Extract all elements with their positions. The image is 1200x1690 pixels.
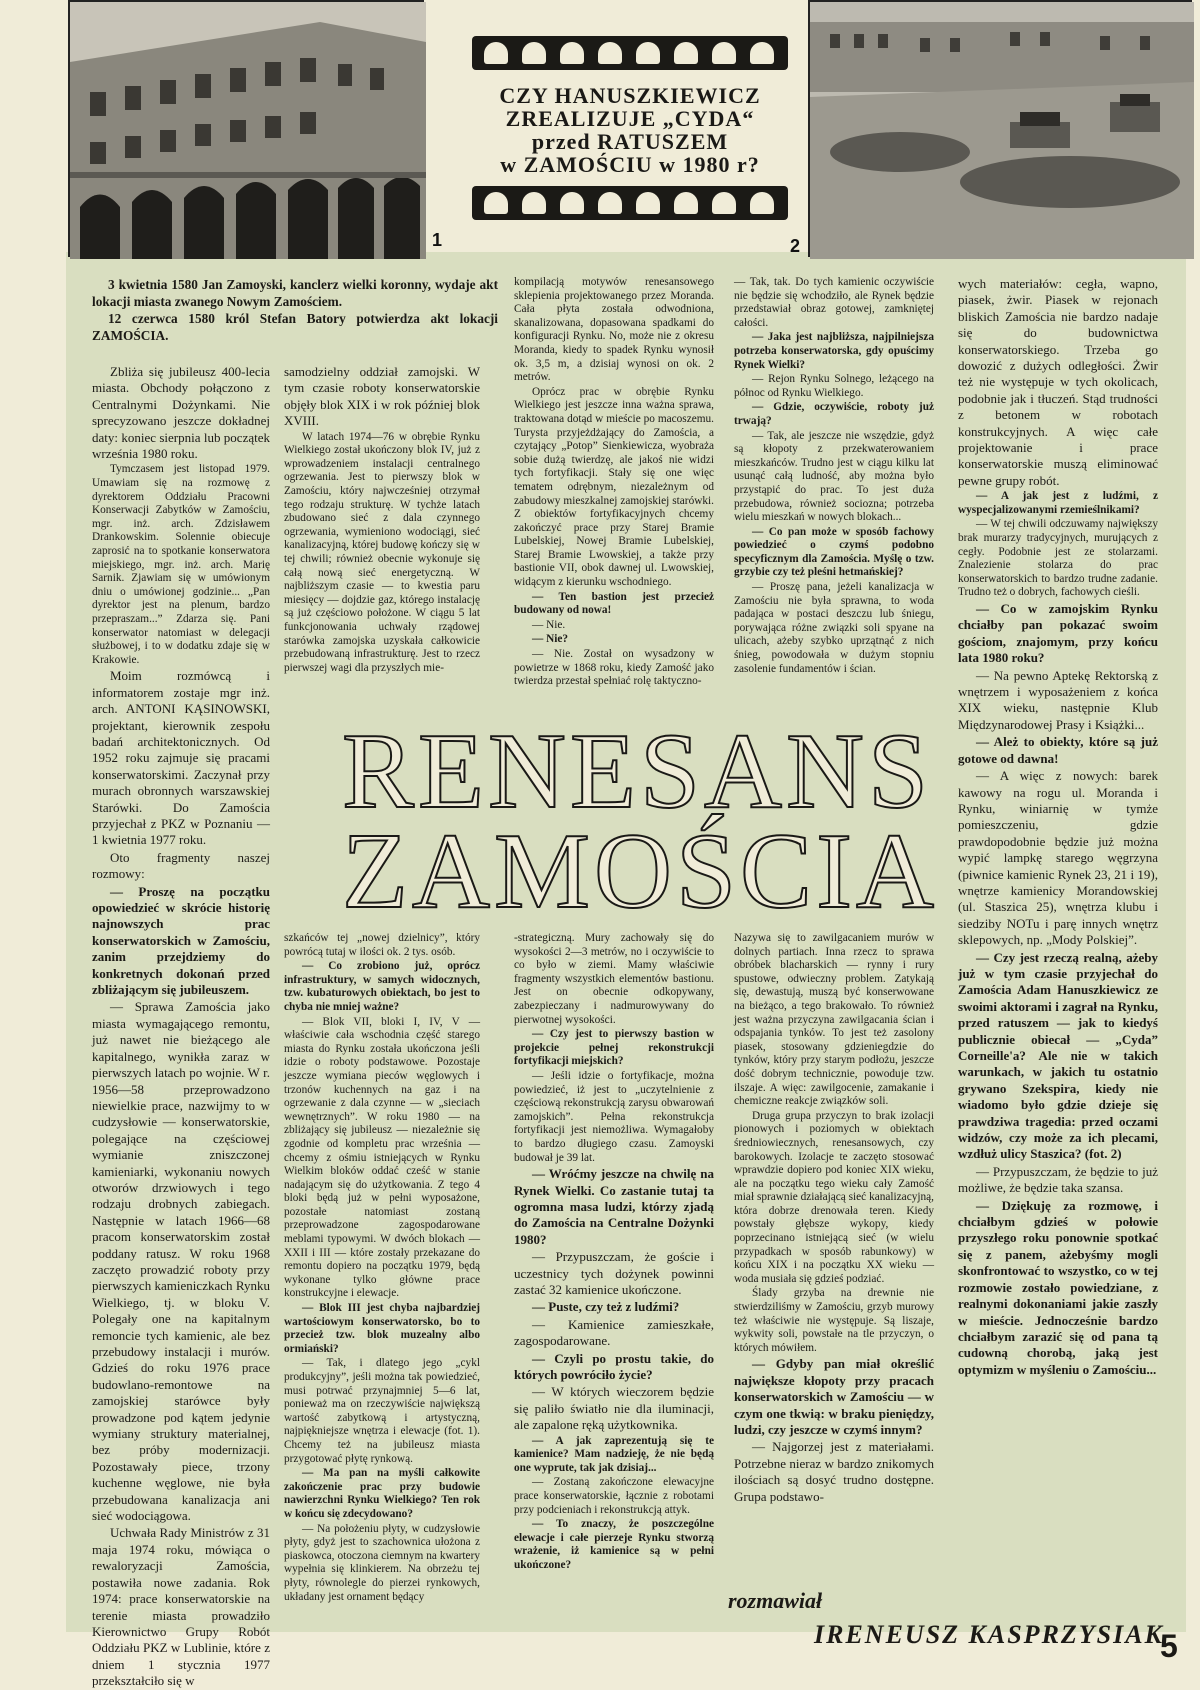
col3-paragraph: — W których wieczorem będzie się paliło światło nie dla iluminacji, ale zapalone ręką użytkownika. <box>514 1384 714 1433</box>
article-title <box>342 712 939 931</box>
col4-paragraph: Ślady grzyba na drewnie nie stwierdziliśmy w Zamościu, grzyb murowy też właściwie nie występuje. Są liszaje, wykwity soli, powstałe na tle przyczyn, o których mówiłem. <box>734 1287 934 1354</box>
headline-box <box>460 36 800 256</box>
col2-paragraph: — Blok VII, bloki I, IV, V — właściwie cała wschodnia część starego miasta do Rynku została ukończona jeśli idzie o roboty podstawowe. Pozostaje jeszcze wymiana pieców węglowych i trzonów kuchennych na gaz i na ogrzewanie z dala czynne — w „sieciach wewnętrznych”. W roku 1980 — na zbliżający się jubileusz — niezależnie się zgodnie od kompletu prac września — chcemy z ośmiu istniejących w Rynku Wielkim bloków oddać cześć w stanie nadającym się do użytkowania. Z tego 4 bloki będą już w pełni wyposażone, pozostałe natomiast zostaną przeprowadzone zagospodarowane meblami typowymi. W dwóch blokach — XXII i III — które zostały przekazane do remontu dopiero na początku 1979, będą wykonane tylko główne prace konstrukcyjne i elewacje. <box>284 1015 480 1300</box>
photo-market-square-construction <box>808 0 1192 257</box>
col5-question: — A jak jest z ludźmi, z wyspecjalizowanymi rzemieślnikami? <box>958 490 1158 516</box>
col5-question: — Dziękuję za rozmowę, i chciałbym gdzieś w połowie przyszłego roku ponownie spotkać się z panem, ażebyśmy mogli skonfrontować to wszystko, co w tej rozmowie zostało powiedziane, z realnymi dokonaniami jakie zaszły w mieście. Jednocześnie bardzo chciałbym zarazić się od pana tą cudowną chorobą, jaką jest optymizm w myśleniu o Zamościu... <box>958 1197 1158 1377</box>
col5-paragraph: — W tej chwili odczuwamy największy brak murarzy tradycyjnych, murujących z cegły. Podobnie jest ze stolarzami. Znalezienie stolarza do prac konserwatorskich to bardzo trudne zadanie. Trudno też o dobrych, fachowych cieśli. <box>958 518 1158 599</box>
col5-paragraph: — Na pewno Aptekę Rektorską z wnętrzem i wyposażeniem z końca XIX wieku, następnie Klub Międzynarodowej Prasy i Książki... <box>958 667 1158 732</box>
col4-paragraph: — Proszę pana, jeżeli kanalizacja w Zamościu nie była sprawna, to woda padająca w postaci deszczu lub śniegu, porywająca różne związki soli spyane na ulicach, ażeby szybko uprzątnąć z nich śnieg, powodowała w dużym stopniu zasolenie fundamentów i ścian. <box>734 581 934 675</box>
column-2-bottom <box>284 932 480 1632</box>
col1-paragraph: Moim rozmówcą i informatorem zostaje mgr inż. arch. ANTONI KĄSINOWSKI, projektant, kierownik zespołu badań architektonicznych. Od 1952 roku zajmuje się pracami konserwatorskimi. Zaczynał przy murach obronnych warszawskiej Starówki. Do Zamościa przyjechał z PKZ w Poznaniu — 1 kwietnia 1977 roku. <box>92 668 270 848</box>
col5-question: — Ależ to obiekty, które są już gotowe od dawna! <box>958 734 1158 766</box>
col3-paragraph: Oprócz prac w obrębie Rynku Wielkiego jest jeszcze inna ważna sprawa, traktowana dotąd w mieście po macoszemu. Turysta przyjeżdżający do Zamościa, a czytający „Potop” Sienkiewicza, wyobraża sobie dużą twierdzę, ale jakoś nie widzi tych fortyfikacji. Stały się one więc tematem odrębnym, niezależnym od zabudowy mieszkalnej zamojskiej starówki. Z obiektów fortyfikacyjnych chcemy zakończyć prace przy Starej Bramie Lubelskiej, Nowej Bramie Lubelskiej, Starej Bramie Lwowskiej, a także przy bastionie VII, obok dawnej ul. Lwowskiej, widącym z kierunku wschodniego. <box>514 385 714 589</box>
col3-question: — Ten bastion jest przecież budowany od nowa! <box>514 590 714 617</box>
col5-paragraph: — A więc z nowych: barek kawowy na rogu ul. Moranda i Rynku, winiarnię w tymże pomieszczeniu, gdzie prawdopodobnie będzie już można wypić lampkę starego węgrzyna (piwnice kamienic Rynek 23, 21 i 19), wnętrze kamienicy Morandowskiej (ul. Staszica 25), wnętrza klubu i siedziby NOTu i parę innych wnętrz sklepowych, np. „Mody Polskiej”. <box>958 768 1158 948</box>
col5-question: — Co w zamojskim Rynku chciałby pan pokazać swoim gościom, znajomym, przy końcu lata 1980 roku? <box>958 601 1158 666</box>
col3-paragraph: — Jeśli idzie o fortyfikacje, można powiedzieć, iż jest to „uczytelnienie z częściową rekonstrukcją zarysu obwarowań zamojskich”. Pełna rekonstrukcja fortyfikacji jest niemożliwa. Wymagałoby to bardzo długiego czasu. Zamoyski budował je 39 lat. <box>514 1069 714 1164</box>
col3-question: — Czyli po prostu takie, do których powróciło życie? <box>514 1350 714 1382</box>
title-line-1: RENESANS <box>342 712 933 831</box>
lead-paragraph-2: 12 czerwca 1580 król Stefan Batory potwierdza akt lokacji ZAMOŚCIA. <box>92 311 498 343</box>
col2-question: — Co zrobiono już, oprócz infrastruktury, w samych widocznych, tzw. kubaturowych obiektach, bo jest to chyba nie mniej ważne? <box>284 960 480 1013</box>
col3-question: — A jak zaprezentują się te kamienice? Mam nadzieję, że nie będą one wyprute, tak jak dzisiaj... <box>514 1434 714 1474</box>
col4-paragraph: Nazywa się to zawilgacaniem murów w dolnych partiach. Inna rzecz to sprawa obróbek blacharskich — rynny i rury spustowe, odwieczny problem. Zatykają się, dewastują, muszą być konserwowane na bieżąco, a tego brakowało. To również jest ważna przyczyna zawilgacania ścian i odspajania tynków. To jest też zasolony piasek, stosowany gdzieniegdzie do tynków, który przy starym podłożu, jeszcze dość dobrym technicznie, powoduje tzw. ilszaje. A więc: zawilgocenie, zamakanie i chemiczne reakcje związków soli. <box>734 932 934 1108</box>
photo-construction-illustration <box>810 2 1194 259</box>
col4-question: — Gdyby pan miał określić największe kłopoty przy pracach konserwatorskich w Zamościu — w czym one tkwią: w braku pieniędzy, ludzi, czy jeszcze w czymś innym? <box>734 1356 934 1438</box>
col3-paragraph: — Nie. <box>532 618 566 631</box>
col4-question: — Co pan może w sposób fachowy powiedzieć o czymś podobno specyficznym dla Zamościa. Myślę o tzw. grzybie czy też pleśni hetmańskiej? <box>734 525 934 579</box>
lead-paragraph-1: 3 kwietnia 1580 Jan Zamoyski, kanclerz wielki koronny, wydaje akt lokacji miasta zwanego Nowym Zamościem. <box>92 277 498 309</box>
col2-paragraph: — Na położeniu płyty, w cudzysłowie płyty, gdyż jest to szachownica ułożona z piaskowca, otoczona ciemnym na kwartery wypełnia się klinkierem. Na obrzeżu tej płyty, równolegle do pierzei rynkowych, układany jest ornament będący <box>284 1522 480 1603</box>
col3-question: — Nie? <box>532 633 569 646</box>
headline-line-3: przed RATUSZEM <box>531 129 729 155</box>
byline-name: IRENEUSZ KASPRZYSIAK <box>814 1620 1164 1649</box>
col2-paragraph: samodzielny oddział zamojski. W tym czasie roboty konserwatorskie objęły blok XIX i w rok później blok XVIII. <box>284 364 480 429</box>
col4-question: — Jaka jest najbliższa, najpilniejsza potrzeba konserwatorska, gdy opuścimy Rynek Wielki? <box>734 331 934 371</box>
col2-paragraph: szkańców tej „nowej dzielnicy”, który powrócą tutaj w ilości ok. 2 tys. osób. <box>284 932 480 958</box>
article-lead <box>92 276 498 344</box>
col4-paragraph: — Tak, ale jeszcze nie wszędzie, gdyż są kłopoty z przekwaterowaniem mieszkańców. Trudno jest w ciągu kilku lat usunąć całą ludność, aby można było przystąpić do prac. To jest duża przebudowa, również sociozna; potrzeba wielu mieszkań w nowych blokach... <box>734 429 934 524</box>
column-2-top <box>284 364 480 720</box>
byline-prefix: rozmawiał <box>728 1588 823 1613</box>
photo-number-1: 1 <box>432 230 443 250</box>
col2-question: — Blok III jest chyba najbardziej wartościowym konserwatorsko, bo to przecież tzw. blok muzealny albo ormiański? <box>284 1302 480 1355</box>
headline-line-4: w ZAMOŚCIU w 1980 r? <box>500 152 760 178</box>
photo-arcades-illustration <box>70 2 426 259</box>
col1-question: — Proszę na początku opowiedzieć w skrócie historię najnowszych prac konserwatorskich w Zamościu, zanim przejdziemy do konkretnych dokonań przed zbliżającym się jubileuszem. <box>92 883 270 998</box>
photo-number-2: 2 <box>790 236 801 256</box>
col2-paragraph: — Tak, i dlatego jego „cykl produkcyjny”, jeśli można tak powiedzieć, musi potrwać przynajmniej 5—6 lat, ponieważ ma on rzeczywiście największą wartość zabytkową i artystyczną, najpiękniejsze wnętrza i elewacje (fot. 1). Chcemy też na jubileusz miasta przygotować płytę rynkową. <box>284 1357 480 1465</box>
col1-paragraph: Uchwała Rady Ministrów z 31 maja 1974 roku, mówiąca o rewaloryzacji Zamościa, postawiła nowe zadania. Rok 1974: prace konserwatorskie na terenie miasta prowadziło Kierownictwo Grupy Robót Oddziału PKZ w Lublinie, które z dniem 1 stycznia 1977 przekształciło się w <box>92 1525 270 1689</box>
column-1 <box>92 364 270 1689</box>
headline-line-1: CZY HANUSZKIEWICZ <box>499 83 761 108</box>
col1-paragraph: Oto fragmenty naszej rozmowy: <box>92 849 270 882</box>
col4-paragraph: — Tak, tak. Do tych kamienic oczywiście nie będzie się wchodziło, ale Rynek będzie przedstawiał obraz gotowej, zamkniętej całości. <box>734 276 934 329</box>
title-line-2: ZAMOŚCIA <box>342 812 939 931</box>
col2-question: — Ma pan na myśli całkowite zakończenie prac przy budowie nawierzchni Rynku Wielkiego? Ten rok w końcu się zdecydowano? <box>284 1467 480 1520</box>
ornament-top <box>472 36 788 70</box>
col3-question: — Puste, czy też z ludźmi? <box>532 1299 680 1315</box>
col3-paragraph: kompilacją motywów renesansowego sklepienia projektowanego przez Moranda. Cała płyta została odwodniona, skanalizowana, dopasowana spadkami do konfiguracji Rynku. No, może nie z okresu Moranda, kiedy to spadek Rynku wynosił ok. 3,5 m, a dzisiaj wynosi on ok. 2 metrów. <box>514 276 714 384</box>
ornament-bottom <box>472 186 788 220</box>
column-4-bottom <box>734 932 934 1580</box>
col1-paragraph: Tymczasem jest listopad 1979. Umawiam się na rozmowę z dyrektorem Oddziału Pracowni Konserwacji Zabytków w Zamościu, mgr. inż. arch. Zdzisławem Drankowskim. Solennie obiecuje zaprosić na to spotkanie konserwatora miejskiego, mgr. inż. arch. Marię Sarnik. Zjawiam się w umówionym dniu o umówionej godzinie... „Pan dyrektor jest na plenum, bardzo przepraszam...” Zdarza się. Pani konserwator natomiast w delegacji służbowej, i to w dodatku zdaje się w Krakowie. <box>92 463 270 666</box>
col3-paragraph: — Nie. Został on wysadzony w powietrze w 1868 roku, kiedy Zamość jako twierdza przestał spełniać rolę taktyczno- <box>514 648 714 688</box>
col3-paragraph: — Zostaną zakończone elewacyjne prace konserwatorskie, łącznie z robotami przy podcieniach i rekonstrukcją attyk. <box>514 1476 714 1516</box>
column-3-top <box>514 276 714 720</box>
column-5 <box>958 276 1158 1632</box>
col2-paragraph: W latach 1974—76 w obrębie Rynku Wielkiego został ukończony blok IV, już z wprowadzeniem instalacji centralnego ogrzewania. Jest to pierwszy blok w Zamościu, który najwcześniej otrzymał tego rodzaju strukturę. W tychże latach zbudowano sieć z dala czynnego ogrzewania, wymieniono wodociągi, sieć kanalizacyjną, której budowę kończy się w tej chwili; również obecnie wykonuje się całą nową sieć energetyczną. W najbliższym czasie — to kwestia paru miesięcy — dojdzie gaz, którego instalację są już częściowo położone. W ciągu 5 lat funkcjonowania uchwały rządowej starówka zamojska uzyskała całkowicie przebudowaną infrastrukturę. Jest to rzecz pierwszej wagi dla przyszłych mie- <box>284 430 480 674</box>
col4-paragraph: Druga grupa przyczyn to brak izolacji pionowych i poziomych w obiektach średniowiecznych, renesansowych, czy barokowych. Izolacje te zaczęto stosować wprawdzie dopiero pod koniec XIX wieku, ale na początku tego wieku cały Zamość miał sprawnie działającą sieć kanalizacyjną, która dobrze drenowała teren. Kiedy powstały głębsze wykopy, kiedy poprzecinano istniejącą sieć (w wielu przypadkach w sposób rabunkowy) w końcu XIX i na początku XX wieku — woda musiała się gdzieś podziać. <box>734 1109 934 1285</box>
photo-town-hall-arcades <box>68 0 424 257</box>
column-3-bottom <box>514 932 714 1632</box>
col4-paragraph: — Rejon Rynku Solnego, leżącego na północ od Rynku Wielkiego. <box>734 373 934 399</box>
col3-paragraph: — Przypuszczam, że goście i uczestnicy tych dożynek powinni zastać 32 kamienice ukończone. <box>514 1249 714 1297</box>
col4-paragraph: — Najgorzej jest z materiałami. Potrzebne nieraz w bardzo znikomych ilościach są dosyć trudno dostępne. Grupa podstawo- <box>734 1439 934 1504</box>
column-4-top <box>734 276 934 720</box>
col3-question: — Czy jest to pierwszy bastion w projekcie pełnej rekonstrukcji fortyfikacji miejskich? <box>514 1028 714 1068</box>
col1-paragraph: — Sprawa Zamościa jako miasta wymagającego remontu, już nawet nie bieżącego ale kapitalnego, wynikła zaraz w pierwszych latach po wojnie. W r. 1956—58 przeprowadzono niewielkie prace, nazwijmy to w cudzysłowie — konserwatorskie, polegające na częściowej wymianie zniszczonej kamieniarki, wykonaniu nowych otworów drzwiowych i tego rodzaju drobnych zabiegach. Następnie w latach 1966—68 pracom konserwatorskim został poddany ratusz. W roku 1968 zaczęto prowadzić roboty przy pierwszych kamieniczkach Rynku Wielkiego, tj. w bloku V. Polegały one na kapitalnym remoncie tych kamienic, ale bez przebudowy instalacji i murów. Gdzieś do roku 1976 prace budowlano-remontowe na zamojskiej starówce były prowadzone pod kątem jedynie wymiany struktury materialnej, bez próby modernizacji. Pozostawały piece, trzony kuchenne węglowe, nie była przebudowana kanalizacja ani sieć wodociągowa. <box>92 999 270 1524</box>
col3-paragraph: -strategiczną. Mury zachowały się do wysokości 2—3 metrów, no i oczywiście to co było w ziemi. Mamy właściwie fragmenty wszystkich elementów bastionu. Jest on obecnie odkopywany, zabezpieczany i nadmurowywany do pierwotnej wysokości. <box>514 932 714 1026</box>
col5-question: — Czy jest rzeczą realną, ażeby już w tym czasie przyjechał do Zamościa Adam Hanuszkiewicz ze swoimi aktorami i zagrał na Rynku, przed ratuszem — jak to kiedyś publicznie obiecał — „Cyda” Corneille'a? Ale nie w takich warunkach, w jakich tu ostatnio grywano Szekspira, kiedy nie wiadomo było gdzie dzieje się prawdziwa tragedia: przed oczami widzów, czy może za ich plecami, wzdłuż ulicy Staszica? (fot. 2) <box>958 949 1158 1162</box>
col5-paragraph: wych materiałów: cegła, wapno, piasek, żwir. Piasek w rejonach bliskich Zamościa nie bardzo nadaje się do budownictwa konserwatorskiego. Trzeba go dowozić z dużych odległości. Żwir też nie występuje w tych okolicach, podobnie jak i tłuczeń. Stąd trudności z betonem w robotach konstrukcyjnych. A więc całe projektowanie i prace konserwatorskie muszą eliminować pewne grupy robót. <box>958 276 1158 488</box>
headline-line-2: ZREALIZUJE „CYDA“ <box>505 106 755 132</box>
col1-paragraph: Zbliża się jubileusz 400-lecia miasta. Obchody połączono z Centralnymi Dożynkami. Nie sprecyzowano jeszcze dokładnej daty: koniec sierpnia lub początek września 1980 roku. <box>92 364 270 462</box>
col3-question: — To znaczy, że poszczególne elewacje i całe pierzeje Rynku stworzą wrażenie, iż kamienice są w pełni ukończone? <box>514 1518 714 1571</box>
col5-paragraph: — Przypuszczam, że będzie to już możliwe, że będzie taka szansa. <box>958 1163 1158 1196</box>
col3-paragraph: — Kamienice zamieszkałe, zagospodarowane. <box>514 1316 714 1349</box>
col3-question: — Wróćmy jeszcze na chwilę na Rynek Wielki. Co zastanie tutaj ta ogromna masa ludzi, którzy zjadą do Zamościa na Centralne Dożynki 1980? <box>514 1166 714 1247</box>
page-number: 5 <box>1160 1628 1178 1664</box>
col4-question: — Gdzie, oczywiście, roboty już trwają? <box>734 401 934 427</box>
